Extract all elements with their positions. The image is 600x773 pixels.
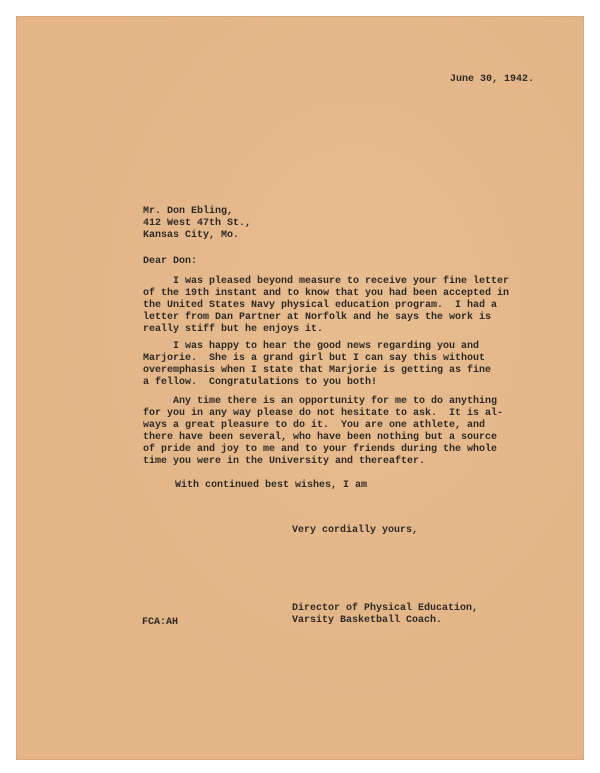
signature-line: Varsity Basketball Coach. <box>292 615 443 626</box>
valediction: Very cordially yours, <box>292 525 419 536</box>
paragraph-line: time you were in the University and thereafter. <box>143 456 426 467</box>
paragraph-line: a fellow. Congratulations to you both! <box>143 377 378 388</box>
paragraph-line: for you in any way please do not hesitate to ask. It is al- <box>143 408 504 419</box>
paragraph-line: the United States Navy physical education program. I had a <box>143 300 498 311</box>
signature-line: Director of Physical Education, <box>292 603 479 614</box>
paragraph-line: of the 19th instant and to know that you had been accepted in <box>143 288 510 299</box>
signature-block <box>292 603 478 627</box>
paragraph-line: ways a great pleasure to do it. You are one athlete, and <box>143 420 486 431</box>
paragraph-line: overemphasis when I state that Marjorie is getting as fine <box>143 365 492 376</box>
salutation: Dear Don: <box>143 256 198 267</box>
address-line: 412 West 47th St., <box>143 218 252 229</box>
paragraph-line: of pride and joy to me and to your friends during the whole <box>143 444 498 455</box>
body-paragraph <box>143 276 509 336</box>
paragraph-line: really stiff but he enjoys it. <box>143 324 324 335</box>
closing-line: With continued best wishes, I am <box>175 480 368 491</box>
body-paragraph <box>143 341 491 389</box>
paragraph-line: Marjorie. She is a grand girl but I can say this without <box>143 353 486 364</box>
paragraph-line: I was pleased beyond measure to receive your fine letter <box>143 276 510 287</box>
letter-date: June 30, 1942. <box>450 74 535 85</box>
address-line: Kansas City, Mo. <box>143 230 240 241</box>
paragraph-line: I was happy to hear the good news regarding you and <box>143 341 480 352</box>
typist-initials: FCA:AH <box>142 617 179 628</box>
address-line: Mr. Don Ebling, <box>143 206 234 217</box>
recipient-address <box>143 206 251 242</box>
paragraph-line: letter from Dan Partner at Norfolk and he says the work is <box>143 312 492 323</box>
body-paragraph <box>143 396 503 468</box>
paragraph-line: there have been several, who have been nothing but a source <box>143 432 498 443</box>
paragraph-line: Any time there is an opportunity for me to do anything <box>143 396 498 407</box>
